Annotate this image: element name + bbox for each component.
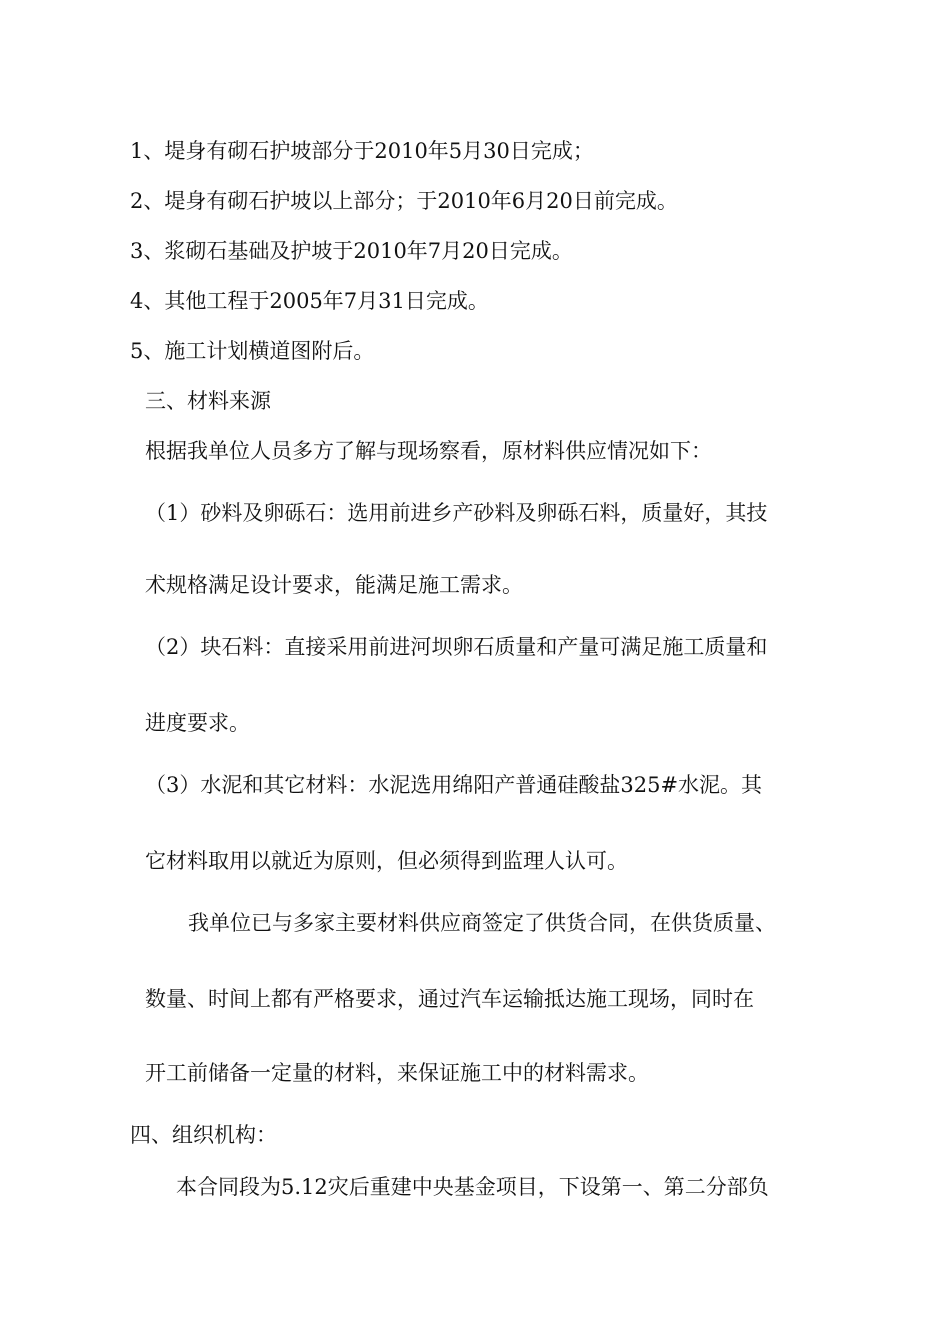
- schedule-item-1: 1、堤身有砌石护坡部分于2010年5月30日完成；: [130, 139, 594, 163]
- materials-intro: 根据我单位人员多方了解与现场察看，原材料供应情况如下：: [145, 439, 712, 463]
- materials-sand-line-1: （1）砂料及卵砾石：选用前进乡产砂料及卵砾石料，质量好，其技: [145, 501, 768, 525]
- supply-paragraph-line-1: 我单位已与多家主要材料供应商签定了供货合同，在供货质量、: [188, 911, 776, 935]
- materials-stone-line-1: （2）块石料：直接采用前进河坝卵石质量和产量可满足施工质量和: [145, 635, 768, 659]
- materials-cement-line-1: （3）水泥和其它材料：水泥选用绵阳产普通硅酸盐325#水泥。其: [145, 773, 763, 797]
- schedule-item-2: 2、堤身有砌石护坡以上部分；于2010年6月20日前完成。: [130, 189, 678, 213]
- schedule-item-5: 5、施工计划横道图附后。: [130, 339, 375, 363]
- supply-paragraph-line-2: 数量、时间上都有严格要求，通过汽车运输抵达施工现场，同时在: [145, 987, 754, 1011]
- organization-paragraph-line-1: 本合同段为5.12灾后重建中央基金项目，下设第一、第二分部负: [176, 1175, 769, 1199]
- supply-paragraph-line-3: 开工前储备一定量的材料，来保证施工中的材料需求。: [145, 1061, 649, 1085]
- materials-sand-line-2: 术规格满足设计要求，能满足施工需求。: [145, 573, 523, 597]
- section-heading-materials: 三、材料来源: [145, 389, 271, 413]
- schedule-item-3: 3、浆砌石基础及护坡于2010年7月20日完成。: [130, 239, 573, 263]
- materials-stone-line-2: 进度要求。: [145, 711, 250, 735]
- schedule-item-4: 4、其他工程于2005年7月31日完成。: [130, 289, 489, 313]
- section-heading-organization: 四、组织机构：: [130, 1123, 277, 1147]
- materials-cement-line-2: 它材料取用以就近为原则，但必须得到监理人认可。: [145, 849, 628, 873]
